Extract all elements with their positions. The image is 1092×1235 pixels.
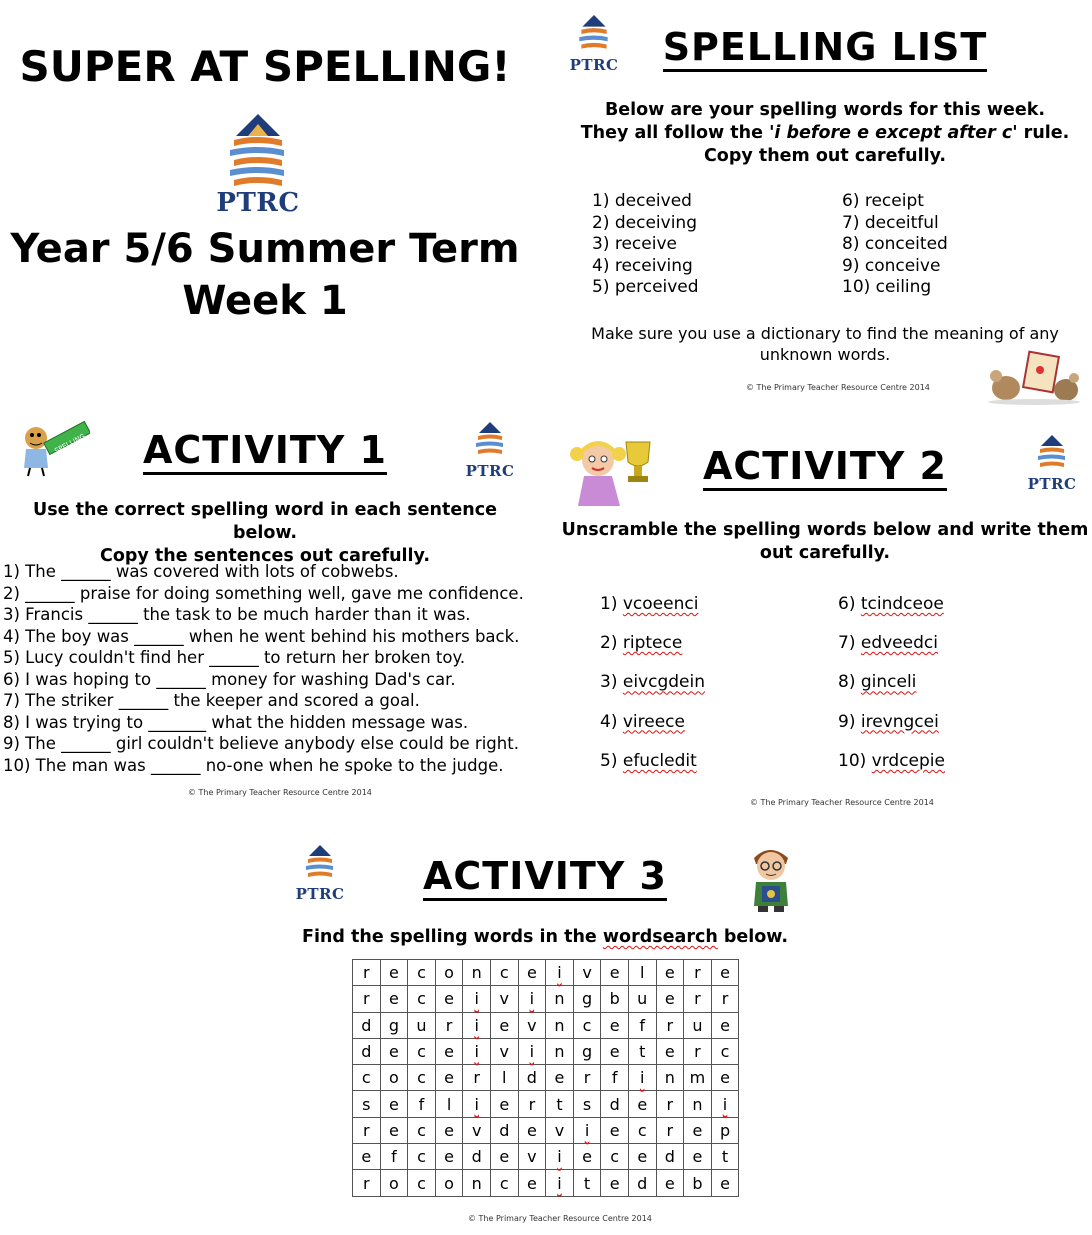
grid-cell[interactable]: m: [684, 1065, 712, 1091]
instruction-line: out carefully.: [759, 543, 891, 563]
grid-cell[interactable]: r: [353, 986, 381, 1012]
grid-cell[interactable]: c: [573, 1012, 601, 1038]
grid-row: [353, 986, 739, 1012]
grid-cell[interactable]: r: [711, 986, 739, 1012]
list-item: 6) receipt: [842, 191, 924, 211]
grid-cell[interactable]: i: [518, 1038, 546, 1064]
boy-reading-icon: [744, 842, 798, 914]
grid-cell[interactable]: e: [684, 1117, 712, 1143]
grid-cell[interactable]: r: [684, 1038, 712, 1064]
list-item: 7) The striker ______ the keeper and scored a goal.: [3, 691, 420, 710]
grid-cell[interactable]: i: [463, 1038, 491, 1064]
grid-cell[interactable]: e: [711, 1065, 739, 1091]
grid-cell[interactable]: e: [656, 1170, 684, 1196]
grid-cell[interactable]: d: [353, 1038, 381, 1064]
grid-cell[interactable]: e: [518, 1170, 546, 1196]
grid-cell[interactable]: o: [435, 960, 463, 986]
term-title: Year 5/6 Summer Term: [10, 226, 520, 272]
copyright: © The Primary Teacher Resource Centre 2014: [746, 383, 930, 392]
activity3-heading: ACTIVITY 3: [423, 854, 667, 901]
mice-reading-icon: [986, 350, 1082, 406]
grid-cell[interactable]: u: [408, 1012, 436, 1038]
grid-cell[interactable]: o: [435, 1170, 463, 1196]
grid-cell[interactable]: n: [546, 986, 574, 1012]
list-item: 9) irevngcei: [838, 711, 939, 732]
grid-cell[interactable]: e: [573, 1144, 601, 1170]
grid-cell[interactable]: i: [463, 1012, 491, 1038]
list-item: 3) Francis ______ the task to be much harder than it was.: [3, 605, 471, 624]
grid-cell[interactable]: t: [711, 1144, 739, 1170]
grid-cell[interactable]: r: [435, 1012, 463, 1038]
list-item: 7) deceitful: [842, 212, 939, 233]
grid-cell[interactable]: d: [628, 1170, 656, 1196]
grid-cell[interactable]: v: [463, 1117, 491, 1143]
grid-cell[interactable]: c: [353, 1065, 381, 1091]
grid-cell[interactable]: e: [435, 1144, 463, 1170]
grid-cell[interactable]: r: [463, 1065, 491, 1091]
scramble-list-left: [600, 585, 705, 781]
list-item: 1) vcoeenci: [600, 594, 699, 614]
note-line: Make sure you use a dictionary to find the meaning of any: [591, 324, 1059, 343]
badge-text: SPELLING: [53, 432, 87, 456]
ptrc-logo: [208, 112, 308, 218]
grid-cell[interactable]: u: [628, 986, 656, 1012]
copyright: © The Primary Teacher Resource Centre 2014: [468, 1214, 652, 1223]
note-line: unknown words.: [759, 345, 891, 364]
grid-cell[interactable]: e: [435, 986, 463, 1012]
spelling-list-heading: SPELLING LIST: [663, 25, 988, 72]
list-item: 7) edveedci: [838, 633, 938, 654]
grid-cell[interactable]: e: [656, 960, 684, 986]
book-stack-icon: [1024, 434, 1080, 474]
list-item: 8) conceited: [842, 234, 948, 254]
grid-cell[interactable]: n: [463, 960, 491, 986]
list-item: 5) efucledit: [600, 750, 697, 771]
grid-row: [353, 1012, 739, 1038]
grid-cell[interactable]: t: [628, 1038, 656, 1064]
grid-cell[interactable]: e: [656, 1038, 684, 1064]
grid-cell[interactable]: n: [546, 1012, 574, 1038]
book-stack-icon: [208, 112, 308, 192]
grid-cell[interactable]: e: [490, 1091, 518, 1117]
logo-text: PTRC: [295, 885, 345, 903]
grid-cell[interactable]: n: [463, 1170, 491, 1196]
list-item: 3) eivcgdein: [600, 672, 705, 693]
list-item: 2) ______ praise for doing something well, gave me confidence.: [3, 583, 524, 603]
list-item: 10) vrdcepie: [838, 750, 945, 771]
grid-cell[interactable]: r: [353, 1170, 381, 1196]
list-item: 10) The man was ______ no-one when he spoke to the judge.: [3, 755, 504, 775]
grid-cell[interactable]: e: [380, 1117, 408, 1143]
grid-cell[interactable]: c: [628, 1117, 656, 1143]
grid-cell[interactable]: e: [546, 1065, 574, 1091]
grid-cell[interactable]: g: [573, 986, 601, 1012]
grid-cell[interactable]: b: [684, 1170, 712, 1196]
grid-cell[interactable]: v: [518, 1144, 546, 1170]
grid-cell[interactable]: v: [490, 986, 518, 1012]
list-item: 4) vireece: [600, 711, 685, 732]
list-item: 10) ceiling: [842, 277, 932, 297]
grid-cell[interactable]: i: [711, 1091, 739, 1117]
rule-text: 'i before e except after c': [769, 123, 1018, 143]
grid-cell[interactable]: e: [601, 1038, 629, 1064]
grid-cell[interactable]: c: [408, 960, 436, 986]
grid-cell[interactable]: c: [490, 1170, 518, 1196]
grid-cell[interactable]: e: [711, 960, 739, 986]
grid-cell[interactable]: e: [380, 986, 408, 1012]
intro-line: They all follow the 'i before e except after c' rule.: [580, 123, 1070, 143]
grid-cell[interactable]: i: [546, 1170, 574, 1196]
grid-cell[interactable]: l: [435, 1091, 463, 1117]
grid-cell[interactable]: i: [463, 986, 491, 1012]
grid-cell[interactable]: e: [628, 1091, 656, 1117]
grid-cell[interactable]: e: [435, 1117, 463, 1143]
word-list-left: [592, 191, 699, 299]
list-item: 3) receive: [592, 234, 677, 254]
grid-cell[interactable]: o: [380, 1065, 408, 1091]
grid-cell[interactable]: o: [380, 1170, 408, 1196]
ptrc-logo: [462, 421, 518, 481]
grid-cell[interactable]: f: [380, 1144, 408, 1170]
grid-row: [353, 1144, 739, 1170]
grid-cell[interactable]: r: [353, 1117, 381, 1143]
grid-cell[interactable]: e: [435, 1038, 463, 1064]
grid-row: [353, 1170, 739, 1196]
grid-cell[interactable]: v: [573, 960, 601, 986]
grid-cell[interactable]: c: [408, 986, 436, 1012]
grid-cell[interactable]: c: [408, 1065, 436, 1091]
grid-cell[interactable]: s: [573, 1091, 601, 1117]
sentence-list: [3, 561, 524, 776]
grid-cell[interactable]: e: [628, 1144, 656, 1170]
scramble-list-right: [838, 585, 945, 781]
grid-cell[interactable]: r: [684, 986, 712, 1012]
list-item: 8) ginceli: [838, 672, 917, 693]
grid-cell[interactable]: r: [518, 1091, 546, 1117]
grid-row: [353, 1038, 739, 1064]
grid-cell[interactable]: b: [601, 986, 629, 1012]
grid-cell[interactable]: i: [518, 986, 546, 1012]
grid-cell[interactable]: r: [656, 1117, 684, 1143]
grid-cell[interactable]: e: [684, 1144, 712, 1170]
word-list-right: [842, 191, 948, 299]
grid-cell[interactable]: d: [601, 1091, 629, 1117]
activity3-instructions: Find the spelling words in the wordsearch below.: [301, 927, 789, 947]
wordsearch-word: wordsearch: [602, 927, 718, 947]
logo-text: PTRC: [465, 462, 515, 480]
activity2-heading: ACTIVITY 2: [703, 444, 947, 491]
grid-cell[interactable]: e: [518, 960, 546, 986]
grid-cell[interactable]: e: [711, 1012, 739, 1038]
grid-cell[interactable]: n: [684, 1091, 712, 1117]
instruction-line: Copy the sentences out carefully.: [99, 546, 430, 566]
activity1-heading: ACTIVITY 1: [143, 428, 387, 475]
intro-line: Below are your spelling words for this week.: [604, 100, 1046, 120]
grid-row: [353, 1065, 739, 1091]
grid-cell[interactable]: e: [518, 1117, 546, 1143]
grid-cell[interactable]: v: [518, 1012, 546, 1038]
list-item: 1) deceived: [592, 191, 692, 211]
grid-cell[interactable]: c: [408, 1144, 436, 1170]
logo-text: PTRC: [216, 188, 300, 218]
grid-cell[interactable]: c: [408, 1038, 436, 1064]
list-item: 5) perceived: [592, 277, 699, 297]
list-item: 9) conceive: [842, 255, 941, 276]
grid-cell[interactable]: i: [463, 1091, 491, 1117]
grid-cell[interactable]: e: [601, 960, 629, 986]
grid-cell[interactable]: n: [656, 1065, 684, 1091]
ptrc-logo: [1024, 434, 1080, 494]
grid-cell[interactable]: c: [490, 960, 518, 986]
grid-cell[interactable]: e: [490, 1012, 518, 1038]
grid-cell[interactable]: t: [573, 1170, 601, 1196]
grid-cell[interactable]: d: [656, 1144, 684, 1170]
list-item: 4) receiving: [592, 255, 693, 276]
grid-cell[interactable]: c: [408, 1170, 436, 1196]
grid-cell[interactable]: i: [546, 1144, 574, 1170]
grid-cell[interactable]: s: [353, 1091, 381, 1117]
list-item: 6) tcindceoe: [838, 594, 944, 614]
grid-cell[interactable]: f: [408, 1091, 436, 1117]
grid-cell[interactable]: e: [601, 1170, 629, 1196]
grid-row: [353, 1091, 739, 1117]
grid-cell[interactable]: r: [684, 960, 712, 986]
grid-cell[interactable]: f: [601, 1065, 629, 1091]
grid-cell[interactable]: f: [628, 1012, 656, 1038]
grid-cell[interactable]: e: [601, 1012, 629, 1038]
list-item: 2) deceiving: [592, 212, 697, 233]
grid-cell[interactable]: d: [490, 1117, 518, 1143]
grid-cell[interactable]: i: [628, 1065, 656, 1091]
grid-cell[interactable]: e: [656, 986, 684, 1012]
wordsearch-grid: [352, 959, 739, 1197]
grid-cell[interactable]: g: [573, 1038, 601, 1064]
grid-cell[interactable]: d: [518, 1065, 546, 1091]
list-item: 1) The ______ was covered with lots of cobwebs.: [3, 562, 399, 581]
list-item: 2) riptece: [600, 633, 683, 654]
grid-cell[interactable]: e: [380, 960, 408, 986]
grid-cell[interactable]: c: [711, 1038, 739, 1064]
logo-text: PTRC: [569, 56, 619, 74]
grid-cell[interactable]: n: [546, 1038, 574, 1064]
grid-cell[interactable]: v: [490, 1038, 518, 1064]
logo-text: PTRC: [1027, 475, 1077, 493]
grid-cell[interactable]: e: [435, 1065, 463, 1091]
grid-cell[interactable]: e: [380, 1038, 408, 1064]
grid-cell[interactable]: r: [656, 1091, 684, 1117]
grid-cell[interactable]: r: [573, 1065, 601, 1091]
list-item: 4) The boy was ______ when he went behind his mothers back.: [3, 626, 520, 646]
list-item: 6) I was hoping to ______ money for washing Dad's car.: [3, 669, 456, 689]
list-item: 9) The ______ girl couldn't believe anybody else could be right.: [3, 734, 519, 753]
grid-cell[interactable]: p: [711, 1117, 739, 1143]
grid-cell[interactable]: r: [656, 1012, 684, 1038]
grid-row: [353, 1117, 739, 1143]
instruction-line: Use the correct spelling word in each sentence below.: [33, 500, 497, 543]
list-item: 5) Lucy couldn't find her ______ to return her broken toy.: [3, 648, 466, 667]
copyright: © The Primary Teacher Resource Centre 2014: [188, 788, 372, 797]
grid-cell[interactable]: c: [408, 1117, 436, 1143]
grid-cell[interactable]: i: [573, 1117, 601, 1143]
grid-cell[interactable]: l: [628, 960, 656, 986]
grid-cell[interactable]: d: [463, 1144, 491, 1170]
list-item: 8) I was trying to _______ what the hidden message was.: [3, 712, 469, 732]
instruction-line: Unscramble the spelling words below and write them: [561, 520, 1089, 540]
grid-cell[interactable]: e: [353, 1144, 381, 1170]
grid-cell[interactable]: e: [380, 1091, 408, 1117]
grid-cell[interactable]: i: [546, 960, 574, 986]
activity1-instructions: [0, 499, 530, 568]
grid-cell[interactable]: l: [490, 1065, 518, 1091]
grid-cell[interactable]: v: [546, 1117, 574, 1143]
copyright: © The Primary Teacher Resource Centre 2014: [750, 798, 934, 807]
grid-cell[interactable]: r: [353, 960, 381, 986]
grid-cell[interactable]: e: [490, 1144, 518, 1170]
intro-line: Copy them out carefully.: [703, 146, 947, 166]
grid-cell[interactable]: e: [711, 1170, 739, 1196]
grid-cell[interactable]: t: [546, 1091, 574, 1117]
week-title: Week 1: [182, 278, 348, 324]
spelling-list-intro: [560, 99, 1090, 168]
grid-cell[interactable]: e: [601, 1117, 629, 1143]
book-stack-icon: [462, 421, 518, 461]
cover-title: SUPER AT SPELLING!: [19, 42, 511, 91]
grid-cell[interactable]: g: [380, 1012, 408, 1038]
grid-cell[interactable]: u: [684, 1012, 712, 1038]
grid-cell[interactable]: c: [601, 1144, 629, 1170]
activity2-instructions: [560, 519, 1090, 565]
grid-cell[interactable]: d: [353, 1012, 381, 1038]
grid-row: [353, 960, 739, 986]
